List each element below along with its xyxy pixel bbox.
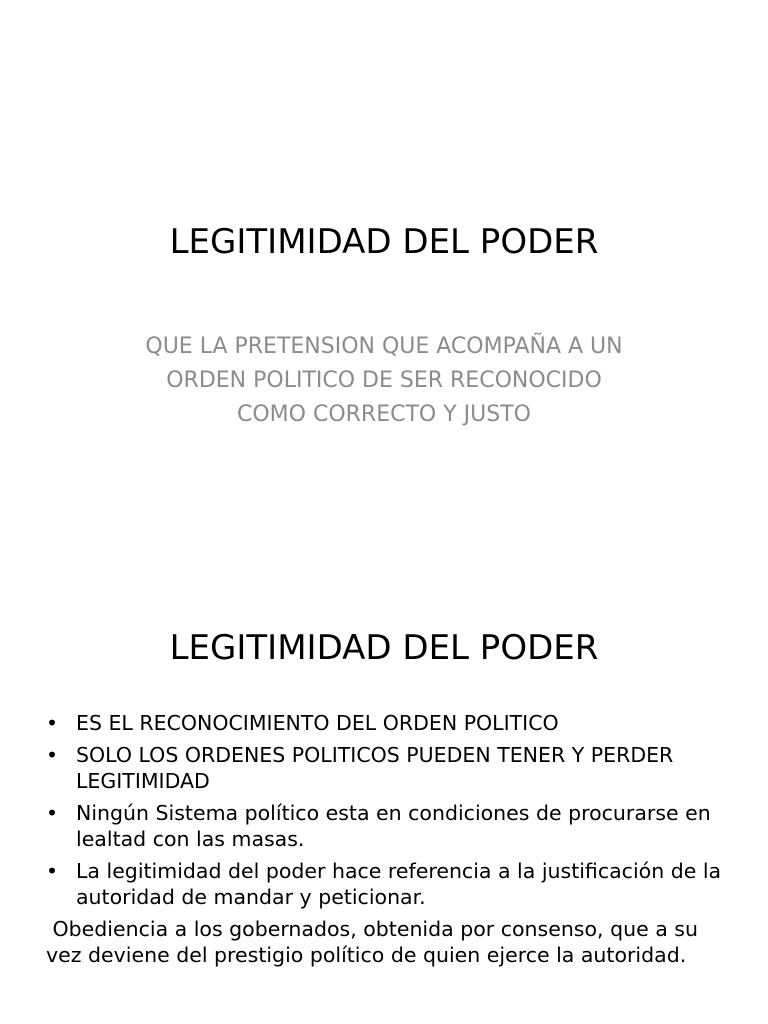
bullet-list: [46, 710, 736, 916]
bullet-icon: •: [46, 859, 59, 883]
bullet-text: SOLO LOS ORDENES POLITICOS PUEDEN TENER Y PERDER LEGITIMIDAD: [76, 743, 674, 793]
slide-title: LEGITIMIDAD DEL PODER: [169, 628, 599, 668]
bullet-item: [46, 742, 736, 794]
slide-subtitle: QUE LA PRETENSION QUE ACOMPAÑA A UN ORDEN POLITICO DE SER RECONOCIDO COMO CORRECTO Y JUSTO: [145, 334, 623, 427]
bullet-item: [46, 858, 736, 910]
bullet-icon: •: [46, 711, 59, 735]
bullet-item: [46, 710, 736, 736]
bullet-text: ES EL RECONOCIMIENTO DEL ORDEN POLITICO: [76, 711, 559, 735]
closing-paragraph: Obediencia a los gobernados, obtenida por consenso, que a su vez deviene del prestigio político de quien ejerce la autoridad.: [46, 917, 705, 967]
bullet-icon: •: [46, 801, 59, 825]
bullet-text: La legitimidad del poder hace referencia a la justificación de la autoridad de mandar y peticionar.: [76, 859, 722, 909]
bullet-icon: •: [46, 743, 59, 767]
bullet-item: [46, 800, 736, 852]
slide-2: [0, 576, 768, 1024]
slide-title: LEGITIMIDAD DEL PODER: [169, 222, 599, 262]
bullet-text: Ningún Sistema político esta en condiciones de procurarse en lealtad con las masas.: [76, 801, 711, 851]
